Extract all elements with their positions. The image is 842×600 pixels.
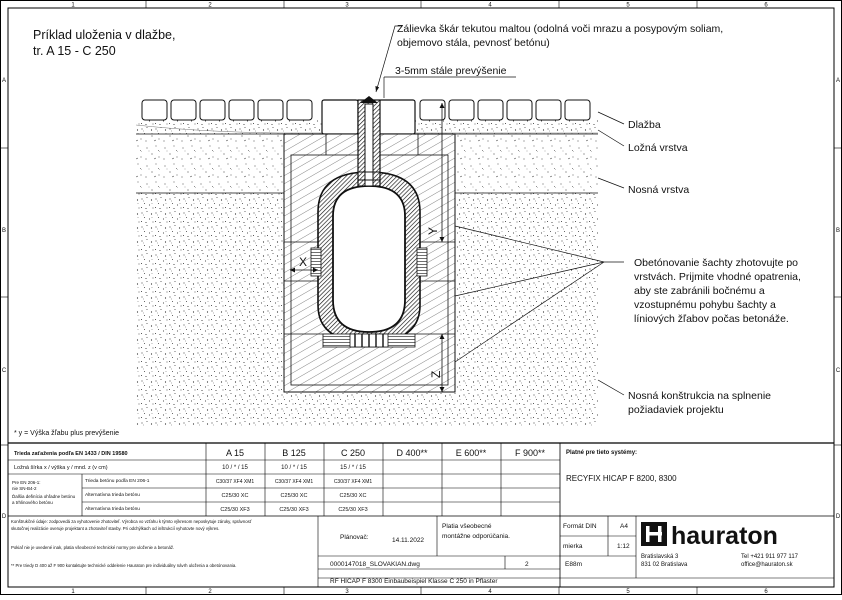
language-code: E88m	[565, 561, 582, 568]
frame-col-1: 1	[71, 2, 75, 9]
scale-label: mierka	[563, 543, 583, 550]
row-concrete-label: Trieda betónu podľa EN 206-1	[85, 479, 150, 484]
dimension-x-label: X	[299, 255, 308, 269]
table-header-label: Trieda zaťaženia podľa EN 1433 / DIN 19580	[14, 451, 128, 457]
address-line1: Bratislavská 3	[641, 554, 679, 560]
class-d400: D 400**	[396, 448, 428, 458]
row-alt2-b125: C25/30 XF3	[279, 507, 309, 513]
phone: Tel +421 911 977 117	[741, 554, 798, 560]
systems-label: Platné pre tieto systémy:	[566, 450, 638, 456]
note-line1: Konštrukčné údaje: zodpovedá za vyhotovenie zhotoviteľ. Výrobca vo vzťahu k týmto výkresom neposkytuje záruky, správnosť	[11, 519, 252, 524]
frame-row-c: C	[1, 368, 7, 374]
paving-label: Dlažba	[628, 119, 661, 131]
row-alt1-a15: C25/30 XC	[221, 493, 249, 499]
frame-col-2: 2	[208, 2, 212, 9]
row-concrete-c250: C30/37 XF4 XM1	[333, 479, 373, 485]
class-a15: A 15	[225, 448, 245, 458]
drawing-title-line2: tr. A 15 - C 250	[33, 44, 116, 58]
systems-value: RECYFIX HICAP F 8200, 8300	[566, 474, 677, 483]
base-layer-label: Nosná vrstva	[628, 184, 690, 196]
concrete-note-line4: vzostupnému pohybu šachty a	[634, 299, 776, 311]
frame-row-b: B	[1, 228, 7, 234]
frame-col-5: 5	[626, 2, 630, 9]
frame-col-5-bottom: 5	[626, 589, 630, 595]
bedding-label: Ložná vrstva	[628, 142, 688, 154]
row-concrete-b125: C30/37 XF4 XM1	[274, 479, 314, 485]
frame-row-d-right: D	[835, 514, 841, 520]
frame-col-1-bottom: 1	[71, 589, 75, 595]
drawing-title-line1: Príklad uloženia v dlažbe,	[33, 28, 176, 42]
address-line2: 831 02 Bratislava	[641, 562, 688, 568]
frame-col-4: 4	[488, 2, 492, 9]
side-note-line4: a trhlinového betónu	[12, 500, 53, 505]
side-note-line2: nie SN-B4-2	[12, 486, 37, 491]
row-dimensions-b125: 10 / * / 15	[281, 465, 307, 471]
frame-row-b-right: B	[835, 228, 841, 234]
frame-col-6: 6	[764, 2, 768, 9]
format-value: A4	[620, 523, 628, 530]
class-f900: F 900**	[514, 448, 546, 458]
row-alt1-c250: C25/30 XC	[339, 493, 367, 499]
title-block	[318, 516, 834, 585]
row-alt2-c250: C25/30 XF3	[338, 507, 368, 513]
side-note-line3: Ďalšia definícia ohľadne betónu	[12, 494, 76, 499]
frame-col-4-bottom: 4	[488, 589, 492, 595]
row-alt1-label: Alternatívna trieda betónu	[85, 493, 140, 498]
frame-col-2-bottom: 2	[208, 589, 212, 595]
frame-row-a-right: A	[835, 78, 841, 84]
row-alt2-a15: C25/30 XF3	[220, 507, 250, 513]
grout-note-line2: objemovo stála, pevnosť betónu)	[397, 37, 550, 49]
structure-note-line2: požiadaviek projektu	[628, 404, 724, 416]
row-dimensions-c250: 15 / * / 15	[340, 465, 366, 471]
class-c250: C 250	[340, 448, 366, 458]
general-notes	[11, 516, 318, 587]
row-concrete-a15: C30/37 XF4 XM1	[215, 479, 255, 485]
format-label: Formát DIN	[563, 523, 597, 530]
concrete-note-line2: vrstvách. Prijmite vhodné opatrenia,	[634, 271, 801, 283]
scale-value: 1:12	[617, 543, 630, 550]
concrete-note-line3: aby ste zabránili bočnému a	[634, 285, 765, 297]
side-note-line1: Pre EN 206-1:	[12, 480, 41, 485]
dimension-y-label: Y	[426, 226, 440, 235]
class-e600: E 600**	[455, 448, 487, 458]
row-dimensions-label: Ložná šírka x / výška y / mnd. z (v cm)	[14, 465, 108, 471]
validity-line2: montážne odporúčania.	[442, 533, 510, 540]
structure-note-line1: Nosná konštrukcia na splnenie	[628, 390, 772, 402]
planner-label: Plánovač:	[340, 534, 369, 541]
note-line4: ** Pre triedy D 400 až F 900 kontaktujte technické oddelenie Hauraton pre individuálny návrh uloženia a obetónovania.	[11, 563, 237, 568]
hauraton-logo	[641, 522, 778, 550]
concrete-note-line5: líniových žľabov počas betonáže.	[634, 313, 789, 325]
brand-wordmark: hauraton	[671, 522, 778, 550]
note-line3: Pokiaľ nie je uvedené inak, platia všeobecné technické normy pre uloženie a betonáž.	[11, 545, 175, 550]
row-dimensions-a15: 10 / * / 15	[222, 465, 248, 471]
overhang-note: 3-5mm stále prevýšenie	[395, 65, 507, 77]
frame-row-c-right: C	[835, 368, 841, 374]
footnote: * y = Výška žľabu plus prevýšenie	[14, 430, 119, 437]
frame-col-3: 3	[345, 2, 349, 9]
revision: 2	[525, 561, 529, 568]
concrete-note-line1: Obetónovanie šachty zhotovujte po	[634, 257, 799, 269]
note-line2: skutočnej realizácie overuje projektant a zhotoviteľ stavby. Pri odchýlkach od inštrukcií vyhotovte nový výkres.	[11, 526, 220, 531]
row-alt1-b125: C25/30 XC	[280, 493, 308, 499]
frame-row-d: D	[1, 514, 7, 520]
dimension-z-label: Z	[429, 370, 443, 378]
frame-col-3-bottom: 3	[345, 589, 349, 595]
validity-line1: Platia všeobecné	[442, 523, 492, 530]
frame-row-a: A	[1, 78, 7, 84]
email: office@hauraton.sk	[741, 562, 793, 568]
drawing-description: RF HICAP F 8300 Einbaubeispiel Klasse C 250 in Pflaster	[330, 578, 498, 585]
grout-note-line1: Zálievka škár tekutou maltou (odolná voči mrazu a posypovým soliam,	[397, 23, 724, 35]
row-alt2-label: Alternatívna trieda betónu	[85, 507, 140, 512]
drawing-date: 14.11.2022	[392, 537, 425, 544]
class-b125: B 125	[282, 448, 306, 458]
frame-col-6-bottom: 6	[764, 589, 768, 595]
drawing-number: 0000147018_SLOVAKIAN.dwg	[330, 561, 420, 568]
